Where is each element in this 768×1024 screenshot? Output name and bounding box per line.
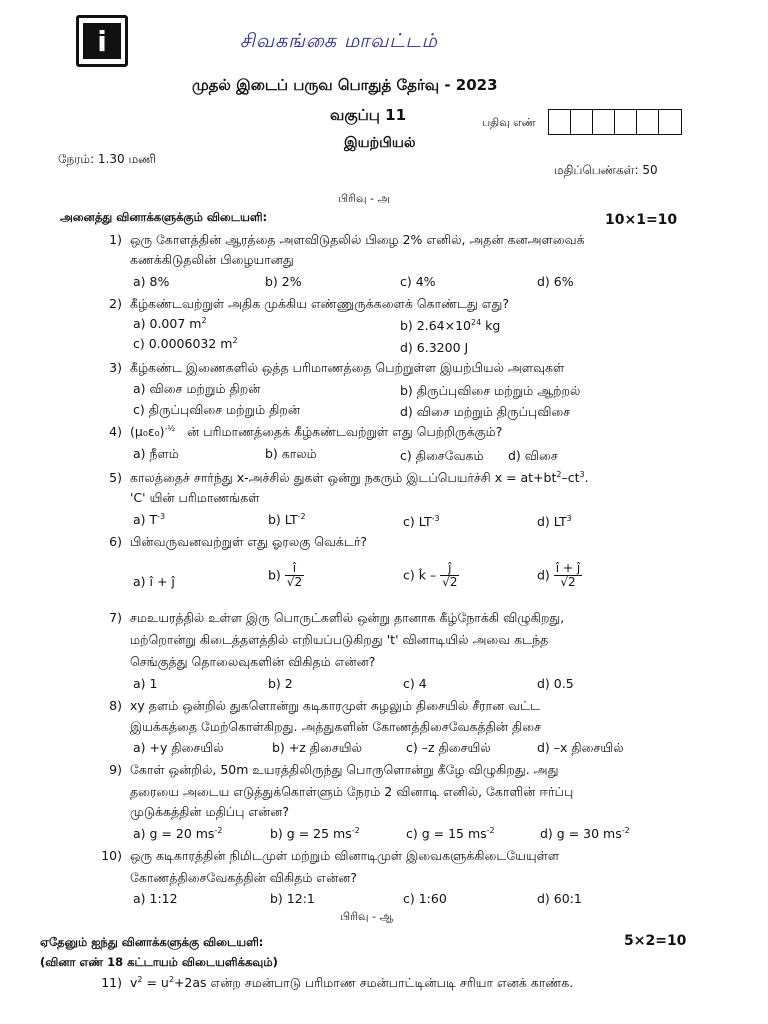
q3-option-d: d) விசை மற்றும் திருப்புவிசை <box>400 404 571 419</box>
exam-title: முதல் இடைப் பருவ பொதுத் தேர்வு - 2023 <box>192 76 498 94</box>
q4-option-b: b) காலம் <box>265 446 317 461</box>
q10-option-d: d) 60:1 <box>537 891 582 906</box>
question-10-line2: கோணத்திசைவேகத்தின் விகிதம் என்ன? <box>130 870 358 885</box>
section-b-instruction: ஏதேனும் ஐந்து வினாக்களுக்கு விடையளி: <box>40 935 264 949</box>
question-9-line3: முடுக்கத்தின் மதிப்பு என்ன? <box>130 804 290 819</box>
section-a-instruction: அனைத்து வினாக்களுக்கும் விடையளி: <box>60 210 268 224</box>
logo <box>76 15 128 67</box>
q7-option-b: b) 2 <box>268 676 293 691</box>
class-label: வகுப்பு 11 <box>330 106 407 124</box>
q2-option-c: c) 0.0006032 $m^2$ <box>133 335 238 351</box>
q2-option-a: a) 0.007 $m^2$ <box>133 315 207 331</box>
regno-label: பதிவு எண் <box>482 116 536 129</box>
question-11: 11) $v^2 = u^2+2as$ என்ற சமன்பாடு பரிமாண சமன்பாட்டின்படி சரியா எனக் காண்க. <box>101 974 574 990</box>
question-9-line2: தரையை அடைய எடுத்துக்கொள்ளும் நேரம் 2 வினாடி எனில், கோளின் ஈர்ப்பு <box>130 784 574 799</box>
q7-option-c: c) 4 <box>403 676 427 691</box>
question-9: 9) கோள் ஒன்றில், 50m உயரத்திலிருந்து பொருளொன்று கீழே விழுகிறது. அது <box>109 762 559 777</box>
q8-option-c: c) –z திசையில் <box>406 740 491 755</box>
q9-option-a: a) g = 20 $ms^{-2}$ <box>133 825 223 841</box>
q1-option-c: c) 4% <box>400 274 436 289</box>
q7-option-d: d) 0.5 <box>537 676 574 691</box>
question-10: 10) ஒரு கடிகாரத்தின் நிமிடமுள் மற்றும் வினாடிமுள் இவைகளுக்கிடையேயுள்ள <box>101 848 560 863</box>
q8-option-d: d) –x திசையில் <box>537 740 624 755</box>
time-label: நேரம்: 1.30 மணி <box>58 152 156 166</box>
question-4: 4) $(\mu_0\varepsilon_0)^{-\frac{1}{2}}$ ன் பரிமாணத்தைக் கீழ்கண்டவற்றுள் எது பெற்றிருக்கும்? <box>109 423 503 439</box>
question-5: 5) காலத்தைச் சார்ந்து x-அச்சில் துகள் ஒன்று நகரும் இடப்பெயர்ச்சி $x = at+bt^2-ct^3$. <box>109 469 589 485</box>
q6-option-c: c) k̂ – $\frac{ĵ}{√2}$ <box>403 561 458 589</box>
regno-box[interactable] <box>637 110 659 134</box>
marks-label: மதிப்பெண்கள்: 50 <box>554 163 658 177</box>
q1-option-d: d) 6% <box>537 274 574 289</box>
q5-option-c: c) $LT^{-3}$ <box>403 513 440 529</box>
q6-option-d: d) $\frac{î + ĵ}{√2}$ <box>537 561 581 589</box>
section-a-title: பிரிவு - அ <box>338 192 390 205</box>
q2-option-d: d) 6.3200 J <box>400 340 469 355</box>
q9-option-c: c) g = 15 $ms^{-2}$ <box>406 825 495 841</box>
q2-option-b: b) $2.64\times 10^{24}$ kg <box>400 317 501 333</box>
q4-option-c: c) திசைவேகம் <box>400 448 484 463</box>
q3-option-a: a) விசை மற்றும் திறன் <box>133 381 261 396</box>
q7-option-a: a) 1 <box>133 676 158 691</box>
regno-box[interactable] <box>593 110 615 134</box>
question-5-line2: 'C' யின் பரிமாணங்கள் <box>130 490 260 505</box>
q6-option-b: b) $\frac{î}{√2}$ <box>268 561 303 589</box>
question-6: 6) பின்வருவனவற்றுள் எது ஓரலகு வெக்டர்? <box>109 534 368 549</box>
q5-option-a: a) $T^{-3}$ <box>133 511 166 527</box>
q8-option-a: a) +y திசையில் <box>133 740 224 755</box>
section-b-scheme: 5×2=10 <box>624 933 687 949</box>
section-b-title: பிரிவு - ஆ <box>340 910 394 923</box>
section-a-scheme: 10×1=10 <box>605 212 678 228</box>
question-3: 3) கீழ்கண்ட இணைகளில் ஒத்த பரிமாணத்தை பெற்றுள்ள இயற்பியல் அளவுகள் <box>109 360 565 375</box>
q1-option-a: a) 8% <box>133 274 170 289</box>
regno-boxes[interactable] <box>548 109 682 135</box>
question-7-line2: மற்றொன்று கிடைத்தளத்தில் எறியப்படுகிறது 't' வினாடியில் அவை கடந்த <box>130 632 549 647</box>
q8-option-b: b) +z திசையில் <box>272 740 362 755</box>
logo-letter: i <box>83 23 121 59</box>
q9-option-b: b) g = 25 $ms^{-2}$ <box>270 825 360 841</box>
q10-option-a: a) 1:12 <box>133 891 178 906</box>
q3-option-c: c) திருப்புவிசை மற்றும் திறன் <box>133 402 301 417</box>
q5-option-b: b) $LT^{-2}$ <box>268 511 306 527</box>
q3-option-b: b) திருப்புவிசை மற்றும் ஆற்றல் <box>400 383 581 398</box>
section-b-note: (வினா எண் 18 கட்டாயம் விடையளிக்கவும்) <box>40 955 278 969</box>
q6-option-a: a) î + ĵ <box>133 574 175 589</box>
district-title: சிவகங்கை மாவட்டம் <box>240 30 438 52</box>
question-7: 7) சமஉயரத்தில் உள்ள இரு பொருட்களில் ஒன்று தானாக கீழ்நோக்கி விழுகிறது, <box>109 610 565 625</box>
q10-option-c: c) 1:60 <box>403 891 447 906</box>
question-7-line3: செங்குத்து தொலைவுகளின் விகிதம் என்ன? <box>130 654 376 669</box>
regno-box[interactable] <box>571 110 593 134</box>
q4-option-d: d) விசை <box>508 448 558 463</box>
regno-box[interactable] <box>615 110 637 134</box>
q10-option-b: b) 12:1 <box>270 891 315 906</box>
q5-option-d: d) $LT^3$ <box>537 513 572 529</box>
question-2: 2) கீழ்கண்டவற்றுள் அதிக முக்கிய எண்ணுருக்களைக் கொண்டது எது? <box>109 296 509 311</box>
question-8: 8) xy தளம் ஒன்றில் துகளொன்று கடிகாரமுள் சுழலும் திசையில் சீரான வட்ட <box>109 698 541 713</box>
q9-option-d: d) g = 30 $ms^{-2}$ <box>540 825 630 841</box>
regno-box[interactable] <box>549 110 571 134</box>
subject-title: இயற்பியல் <box>344 135 416 151</box>
question-1: 1) ஒரு கோளத்தின் ஆரத்தை அளவிடுதலில் பிழை 2% எனில், அதன் கனஅளவைக் <box>109 232 585 247</box>
question-1-line2: கணக்கிடுதலின் பிழையானது <box>130 252 294 267</box>
q1-option-b: b) 2% <box>265 274 302 289</box>
regno-box[interactable] <box>659 110 681 134</box>
q4-option-a: a) நீளம் <box>133 446 179 461</box>
question-8-line2: இயக்கத்தை மேற்கொள்கிறது. அத்துகளின் கோணத்திசைவேகத்தின் திசை <box>130 719 541 734</box>
